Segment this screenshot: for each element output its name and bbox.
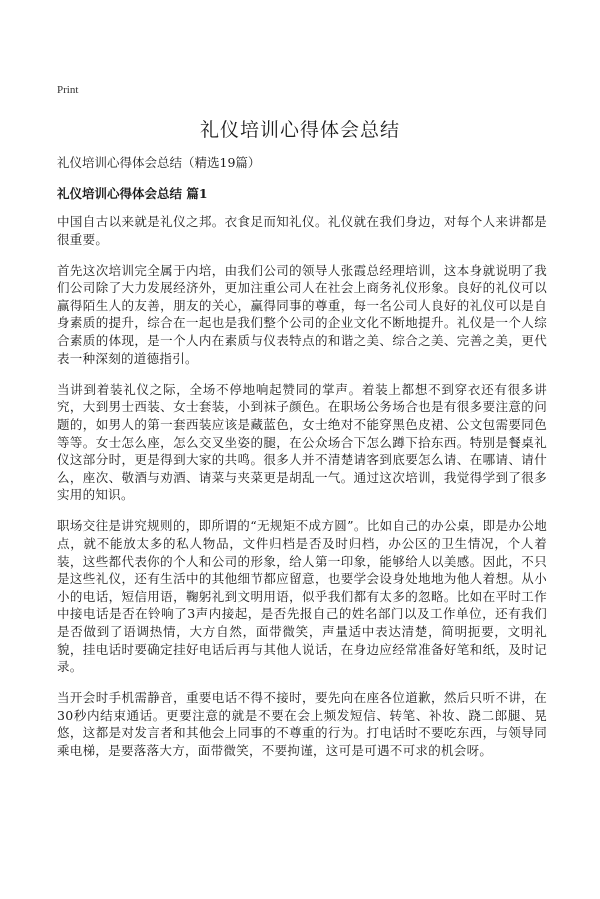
paragraph: 职场交往是讲究规则的，即所谓的“无规矩不成方圆”。比如自己的办公桌，即是办公地点，就不能放太多的私人物品，文件归档是否及时归档，办公区的卫生情况，个人着装，这些都代表你的个人和公司的形象，给人第一印象，能够给人以美感。因此，不只是这些礼仪，还有生活中的其他细节都应留意，也要学会设身处地地为他人着想。从小小的电话，短信用语，鞠躬礼到文明用语，似乎我们都有太多的忽略。比如在平时工作中接电话是否在铃响了3声内接起，是否先报自己的姓名部门以及工作单位，还有我们是否做到了语调热情，大方自然，面带微笑，声量适中表达清楚，简明扼要，文明礼貌，挂电话时要确定挂好电话后再与其他人说话，在身边应经常准备好笔和纸，及时记录。 xyxy=(57,518,547,675)
section-heading: 礼仪培训心得体会总结 篇1 xyxy=(57,186,208,201)
paragraph: 当开会时手机需静音，重要电话不得不接时，要先向在座各位道歉，然后只听不讲，在30秒内结束通话。更要注意的就是不要在会上频发短信、转笔、补妆、跷二郎腿、晃悠，这都是对发言者和其他会上同事的不尊重的行为。打电话时不要吃东西，与领导同乘电梯，是要落落大方，面带微笑，不要拘谨，这可是可遇不可求的机会呀。 xyxy=(57,690,547,759)
paragraph: 当讲到着装礼仪之际，全场不停地响起赞同的掌声。着装上都想不到穿衣还有很多讲究，大到男士西装、女士套装，小到袜子颜色。在职场公务场合也是有很多要注意的问题的，如男人的第一套西装应该是藏蓝色，女士绝对不能穿黑色皮裙、公文包需要同色等等。女士怎么座，怎么交叉坐姿的腿，在公众场合下怎么蹲下拾东西。特别是餐桌礼仪这部分时，更是得到大家的共鸣。很多人并不清楚请客到底要怎么请、在哪请、请什么，座次、敬酒与劝酒、请菜与夹菜更是胡乱一气。通过这次培训，我觉得学到了很多实用的知识。 xyxy=(57,381,547,503)
page-title: 礼仪培训心得体会总结 xyxy=(199,119,400,141)
paragraph: 中国自古以来就是礼仪之邦。衣食足而知礼仪。礼仪就在我们身边，对每个人来讲都是很重要。 xyxy=(57,214,547,247)
paragraph: 首先这次培训完全属于内培，由我们公司的领导人张霞总经理培训，这本身就说明了我们公司除了大力发展经济外，更加注重公司人在社会上商务礼仪形象。良好的礼仪可以赢得陌生人的友善，朋友的关心，赢得同事的尊重，每一名公司人良好的礼仪可以是自身素质的提升，综合在一起也是我们整个公司的企业文化不断地提升。礼仪是一个人综合素质的体现，是一个人内在素质与仪表特点的和谐之美、综合之美、完善之美，更代表一种深刻的道德指引。 xyxy=(57,262,547,366)
document-subtitle: 礼仪培训心得体会总结（精选19篇） xyxy=(57,155,261,170)
print-link[interactable]: Print xyxy=(57,84,79,96)
article-body xyxy=(57,213,547,773)
